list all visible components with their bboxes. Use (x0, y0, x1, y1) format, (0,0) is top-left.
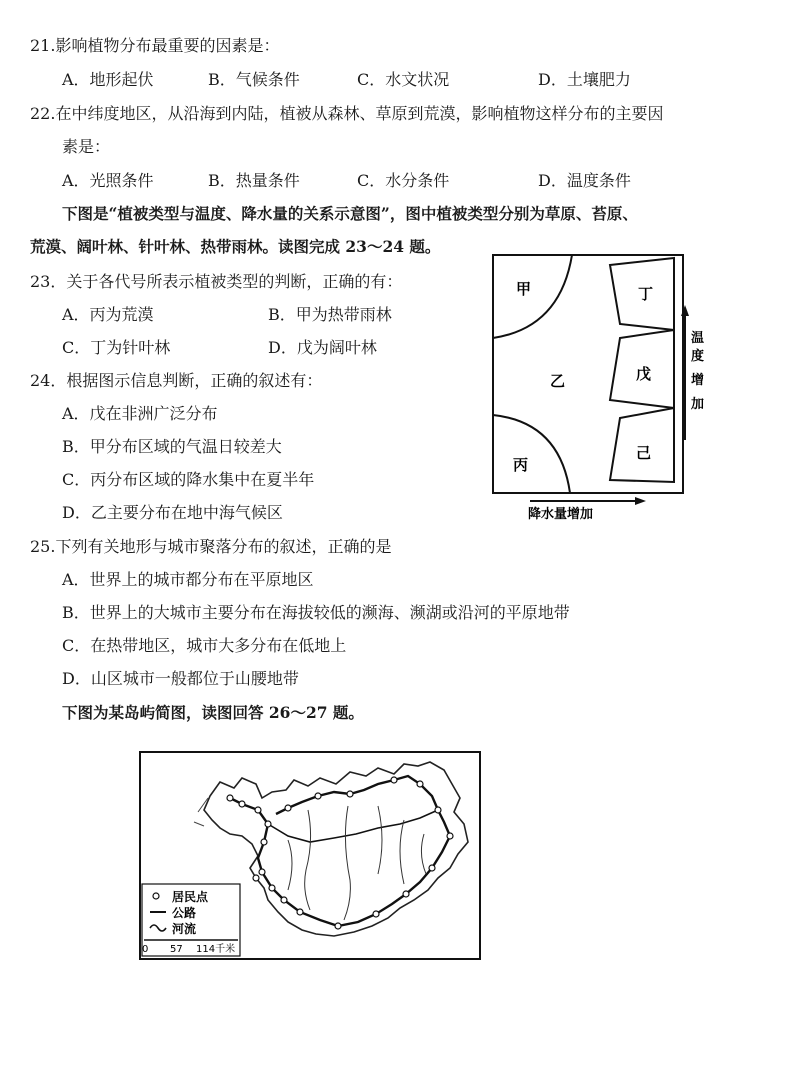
label-yi: 乙 (550, 372, 566, 390)
q24-option-b: B．甲分布区域的气温日较差大 (62, 437, 282, 456)
intro-23-24-line2: 荒漠、阔叶林、针叶林、热带雨林。读图完成 23～24 题。 (30, 237, 441, 256)
q21-option-d: D．土壤肥力 (538, 70, 631, 89)
scale-label-0: 0 (142, 944, 149, 955)
q23-stem: 23．关于各代号所表示植被类型的判断，正确的有： (30, 272, 403, 291)
q25-option-b: B．世界上的大城市主要分布在海拔较低的濒海、濒湖或沿河的平原地带 (62, 603, 570, 622)
q22-option-a: A．光照条件 (62, 171, 154, 190)
label-wu: 戊 (636, 365, 652, 383)
temp-label-1: 温 (691, 331, 705, 346)
vegetation-diagram (488, 250, 713, 525)
scale-label-57: 57 (170, 944, 183, 955)
q25-stem: 25.下列有关地形与城市聚落分布的叙述，正确的是 (30, 537, 392, 556)
q22-stem: 22.在中纬度地区，从沿海到内陆，植被从森林、草原到荒漠，影响植物这样分布的主要因 (30, 104, 664, 123)
arc-jia (493, 255, 572, 338)
q21-option-a: A．地形起伏 (62, 70, 154, 89)
precipitation-arrow-icon (635, 497, 646, 505)
q22-option-b: B．热量条件 (208, 171, 300, 190)
label-jia: 甲 (516, 280, 532, 298)
intro-26-27: 下图为某岛屿简图，读图回答 26～27 题。 (62, 703, 364, 722)
label-ding: 丁 (638, 285, 654, 303)
label-ji: 己 (636, 444, 652, 462)
legend-road-label: 公路 (172, 906, 197, 920)
q24-stem: 24．根据图示信息判断，正确的叙述有： (30, 371, 323, 390)
label-bing: 丙 (513, 456, 529, 474)
legend-river-label: 河流 (172, 922, 197, 936)
q25-option-c: C．在热带地区，城市大多分布在低地上 (62, 636, 347, 655)
q23-option-b: B．甲为热带雨林 (268, 305, 392, 324)
q21-stem: 21.影响植物分布最重要的因素是： (30, 36, 280, 55)
q25-option-a: A．世界上的城市都分布在平原地区 (62, 570, 314, 589)
q24-option-d: D．乙主要分布在地中海气候区 (62, 503, 283, 522)
legend-settlement-label: 居民点 (172, 890, 209, 904)
q22-stem-cont: 素是： (62, 137, 111, 156)
q21-option-b: B．气候条件 (208, 70, 300, 89)
precip-label: 降水量增加 (528, 507, 594, 522)
q24-option-a: A．戊在非洲广泛分布 (62, 404, 218, 423)
temp-label-3: 增 (691, 373, 705, 388)
q25-option-d: D．山区城市一般都位于山腰地带 (62, 669, 299, 688)
scale-label-114: 114千米 (196, 944, 236, 955)
intro-23-24-line1: 下图是“植被类型与温度、降水量的关系示意图”，图中植被类型分别为草原、苔原、 (62, 204, 638, 223)
q23-option-a: A．丙为荒漠 (62, 305, 154, 324)
arc-bing (493, 415, 570, 493)
q23-option-d: D．戊为阔叶林 (268, 338, 377, 357)
temp-label-4: 加 (691, 397, 705, 412)
q22-option-c: C．水分条件 (357, 171, 450, 190)
q23-option-c: C．丁为针叶林 (62, 338, 171, 357)
q24-option-c: C．丙分布区域的降水集中在夏半年 (62, 470, 315, 489)
temp-label-2: 度 (691, 349, 705, 364)
island-map (138, 750, 483, 962)
settlement-legend-icon (153, 893, 159, 899)
q22-option-d: D．温度条件 (538, 171, 631, 190)
q21-option-c: C．水文状况 (357, 70, 450, 89)
